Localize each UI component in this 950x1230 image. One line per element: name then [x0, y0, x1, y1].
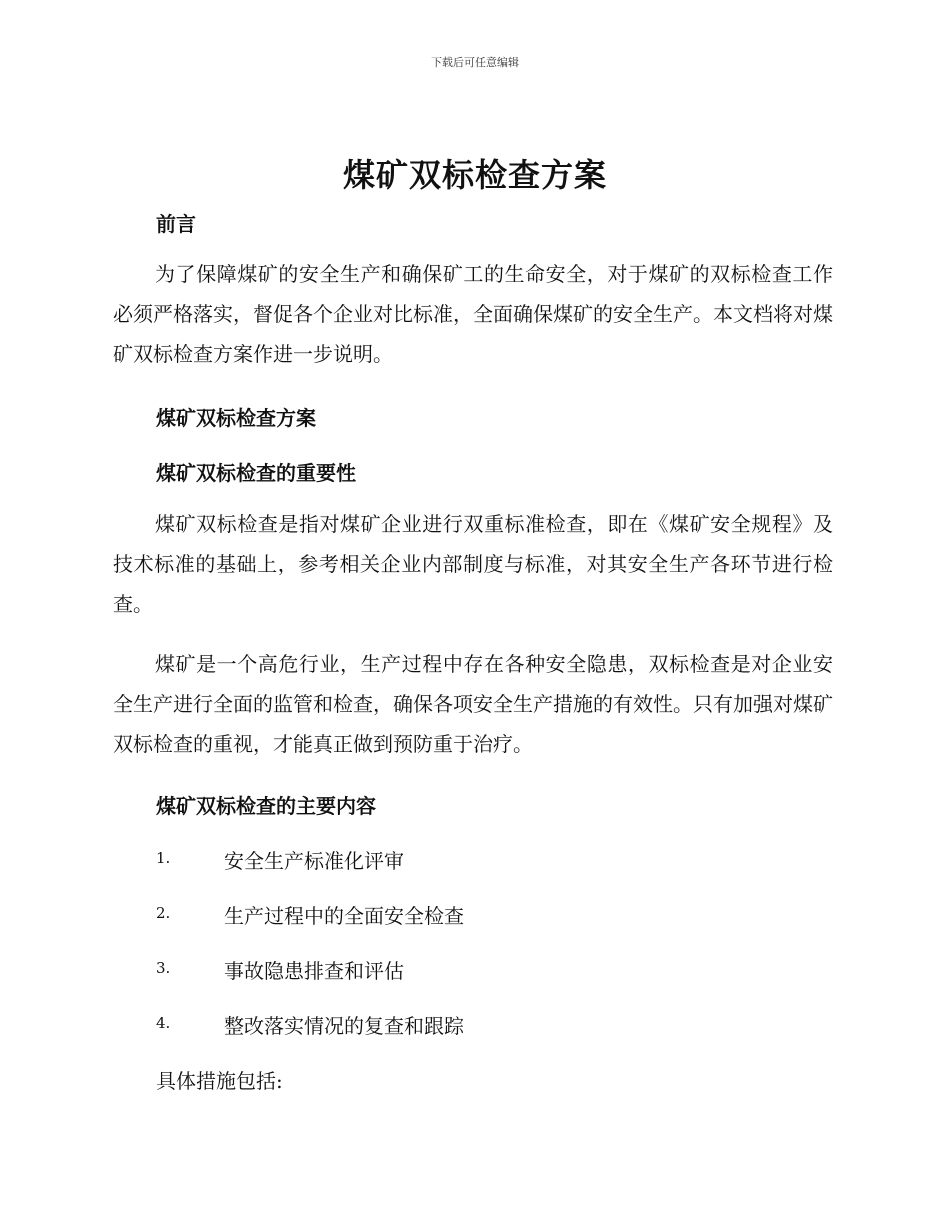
list-item: 生产过程中的全面安全检查 [224, 904, 464, 928]
paragraph-preface: 为了保障煤矿的安全生产和确保矿工的生命安全，对于煤矿的双标检查工作必须严格落实，督促各个企业对比标准，全面确保煤矿的安全生产。本文档将对煤矿双标检查方案作进一步说明。 [113, 262, 833, 366]
list-item-number: 2. [156, 904, 171, 922]
list-item: 整改落实情况的复查和跟踪 [224, 1014, 464, 1038]
heading-preface: 前言 [156, 212, 196, 236]
page-header-note: 下载后可任意编辑 [431, 56, 519, 69]
list-item: 安全生产标准化评审 [224, 849, 404, 873]
heading-plan: 煤矿双标检查方案 [156, 406, 316, 430]
heading-main-content: 煤矿双标检查的主要内容 [156, 794, 376, 818]
list-item-number: 1. [156, 849, 171, 867]
list-item: 事故隐患排查和评估 [224, 959, 404, 983]
list-item-number: 3. [156, 959, 171, 977]
list-item-number: 4. [156, 1014, 171, 1032]
paragraph-importance-2: 煤矿是一个高危行业，生产过程中存在各种安全隐患，双标检查是对企业安全生产进行全面的监管和检查，确保各项安全生产措施的有效性。只有加强对煤矿双标检查的重视，才能真正做到预防重于治疗。 [113, 652, 833, 756]
paragraph-importance-1: 煤矿双标检查是指对煤矿企业进行双重标准检查，即在《煤矿安全规程》及技术标准的基础上，参考相关企业内部制度与标准，对其安全生产各环节进行检查。 [113, 512, 833, 616]
heading-importance: 煤矿双标检查的重要性 [156, 461, 356, 485]
document-title: 煤矿双标检查方案 [342, 156, 607, 194]
measures-intro: 具体措施包括: [156, 1069, 283, 1093]
